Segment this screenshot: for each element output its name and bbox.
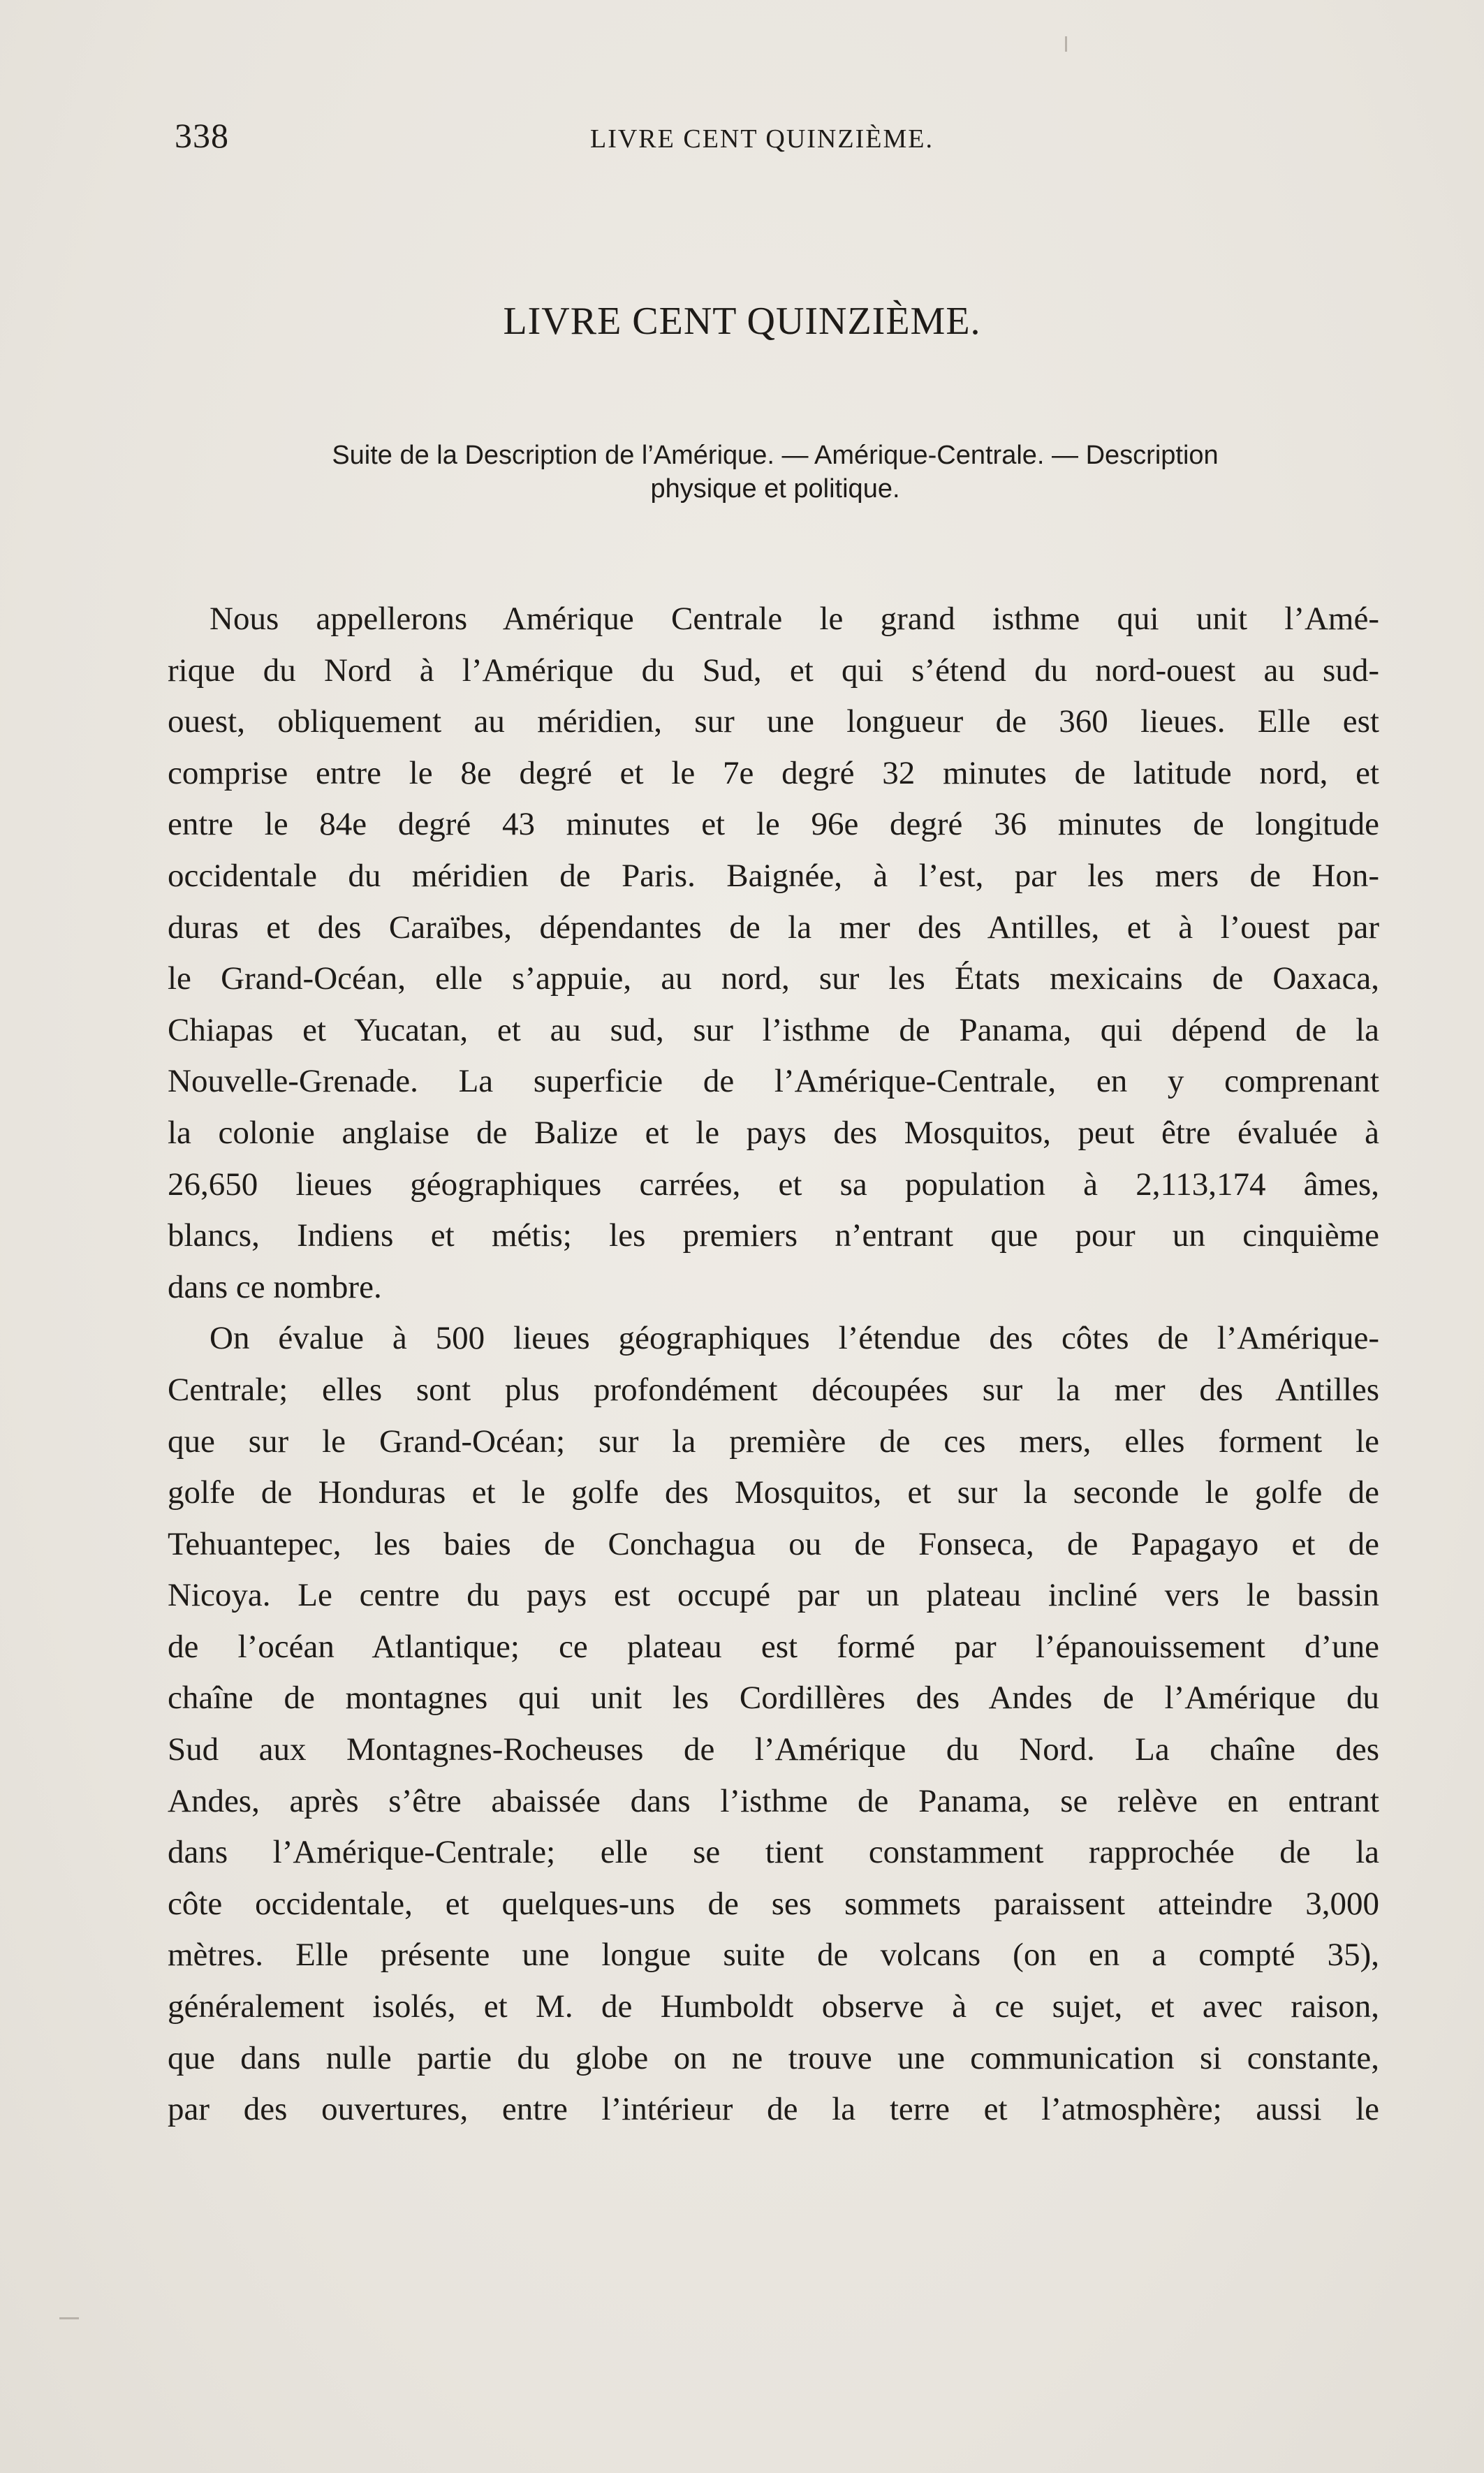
text-line: rique du Nord à l’Amérique du Sud, et qui s’étend du nord-ouest au sud- [168, 652, 1379, 689]
text-line: golfe de Honduras et le golfe des Mosquitos, et sur la seconde le golfe de [168, 1474, 1379, 1511]
text-line: chaîne de montagnes qui unit les Cordillères des Andes de l’Amérique du [168, 1680, 1379, 1717]
text-line: Tehuantepec, les baies de Conchagua ou de Fonseca, de Papagayo et de [168, 1525, 1379, 1562]
running-head [175, 115, 1390, 157]
page-number: 338 [175, 116, 229, 155]
text-line: Andes, après s’être abaissée dans l’isthme de Panama, se relève en entrant [168, 1782, 1379, 1819]
text-line: ouest, obliquement au méridien, sur une longueur de 360 lieues. Elle est [168, 703, 1379, 740]
text-line: duras et des Caraïbes, dépendantes de la mer des Antilles, et à l’ouest par [168, 909, 1379, 946]
text-line: le Grand-Océan, elle s’appuie, au nord, sur les États mexicains de Oaxaca, [168, 960, 1379, 997]
running-title: LIVRE CENT QUINZIÈME. [590, 124, 934, 154]
paragraph-1 [168, 594, 1379, 1313]
text-line: côte occidentale, et quelques-uns de ses sommets paraissent atteindre 3,000 [168, 1885, 1379, 1922]
text-line: dans l’Amérique-Centrale; elle se tient constamment rapprochée de la [168, 1834, 1379, 1871]
text-line: Centrale; elles sont plus profondément découpées sur la mer des Antilles [168, 1371, 1379, 1408]
summary-line: Suite de la Description de l’Amérique. — Amérique-Centrale. — Description [332, 441, 1219, 470]
chapter-summary [223, 439, 1327, 506]
body-text [168, 594, 1379, 2136]
summary-line: physique et politique. [650, 474, 900, 504]
text-line: la colonie anglaise de Balize et le pays des Mosquitos, peut être évaluée à [168, 1114, 1379, 1151]
text-line: que dans nulle partie du globe on ne trouve une communication si constante, [168, 2039, 1379, 2076]
text-line: entre le 84e degré 43 minutes et le 96e degré 36 minutes de longitude [168, 806, 1379, 843]
text-line: occidentale du méridien de Paris. Baignée, à l’est, par les mers de Hon- [168, 857, 1379, 894]
text-line: par des ouvertures, entre l’intérieur de la terre et l’atmosphère; aussi le [168, 2091, 1379, 2128]
text-line: blancs, Indiens et métis; les premiers n’entrant que pour un cinquième [168, 1217, 1379, 1254]
text-line: de l’océan Atlantique; ce plateau est formé par l’épanouissement d’une [168, 1628, 1379, 1665]
text-line: Sud aux Montagnes-Rocheuses de l’Amérique du Nord. La chaîne des [168, 1731, 1379, 1768]
text-line: que sur le Grand-Océan; sur la première de ces mers, elles forment le [168, 1423, 1379, 1460]
text-line: Nous appellerons Amérique Centrale le grand isthme qui unit l’Amé- [210, 601, 1379, 637]
text-line: généralement isolés, et M. de Humboldt observe à ce sujet, et avec raison, [168, 1988, 1379, 2025]
paragraph-2 [168, 1313, 1379, 2136]
book-title: LIVRE CENT QUINZIÈME. [503, 300, 981, 343]
text-line: mètres. Elle présente une longue suite de volcans (on en a compté 35), [168, 1937, 1379, 1974]
text-line: 26,650 lieues géographiques carrées, et sa population à 2,113,174 âmes, [168, 1166, 1379, 1203]
text-line: Nicoya. Le centre du pays est occupé par un plateau incliné vers le bassin [168, 1577, 1379, 1614]
text-line: Nouvelle-Grenade. La superficie de l’Amérique-Centrale, en y comprenant [168, 1063, 1379, 1100]
text-line: dans ce nombre. [168, 1268, 382, 1305]
text-line: On évalue à 500 lieues géographiques l’étendue des côtes de l’Amérique- [210, 1320, 1379, 1357]
text-line: comprise entre le 8e degré et le 7e degré 32 minutes de latitude nord, et [168, 754, 1379, 791]
paper-speck [1065, 36, 1067, 52]
text-line: Chiapas et Yucatan, et au sud, sur l’isthme de Panama, qui dépend de la [168, 1011, 1379, 1048]
paper-speck [59, 2317, 79, 2319]
